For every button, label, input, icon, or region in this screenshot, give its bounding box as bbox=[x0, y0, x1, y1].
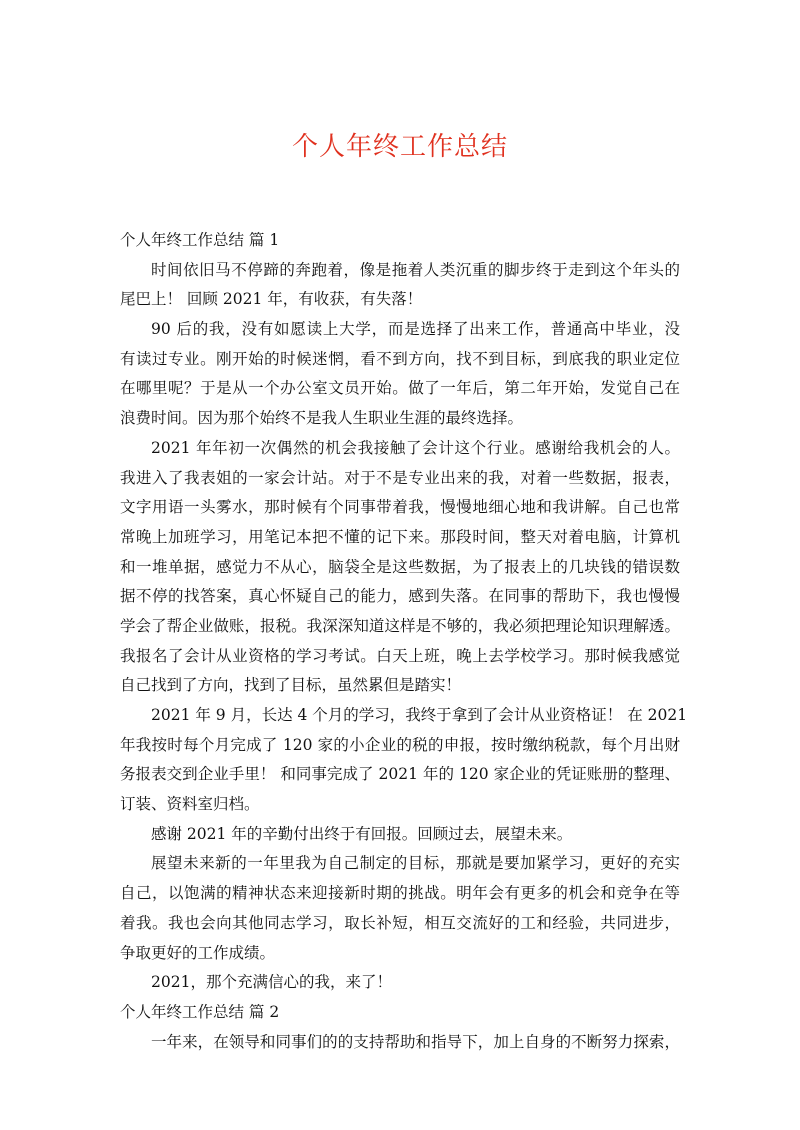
paragraph-line: 务报表交到企业手里！ 和同事完成了 2021 年的 120 家企业的凭证账册的整理、 bbox=[120, 765, 680, 784]
paragraph-line: 浪费时间。因为那个始终不是我人生职业生涯的最终选择。 bbox=[120, 409, 524, 428]
paragraph-line: 2021 年 9 月，长达 4 个月的学习，我终于拿到了会计从业资格证！ 在 2021 bbox=[151, 706, 688, 724]
paragraph-line: 我进入了我表姐的一家会计站。对于不是专业出来的我，对着一些数据，报表， bbox=[120, 468, 680, 487]
paragraph-line: 展望未来新的一年里我为自己制定的目标，那就是要加紧学习，更好的充实 bbox=[151, 854, 680, 873]
paragraph-line: 文字用语一头雾水，那时候有个同事带着我，慢慢地细心地和我讲解。自己也常 bbox=[120, 498, 680, 517]
paragraph-line: 90 后的我，没有如愿读上大学，而是选择了出来工作，普通高中毕业，没 bbox=[151, 320, 680, 339]
paragraph-line: 常晚上加班学习，用笔记本把不懂的记下来。那段时间，整天对着电脑，计算机 bbox=[120, 527, 680, 546]
paragraph-line: 自己，以饱满的精神状态来迎接新时期的挑战。明年会有更多的机会和竞争在等 bbox=[120, 884, 680, 903]
paragraph-line: 有读过专业。刚开始的时候迷惘，看不到方向，找不到目标，到底我的职业定位 bbox=[120, 349, 680, 368]
paragraph-line: 一年来，在领导和同事们的的支持帮助和指导下，加上自身的不断努力探索， bbox=[151, 1032, 680, 1051]
paragraph-line: 学会了帮企业做账，报税。我深深知道这样是不够的，我必须把理论知识理解透。 bbox=[120, 616, 680, 635]
paragraph-line: 时间依旧马不停蹄的奔跑着，像是拖着人类沉重的脚步终于走到这个年头的 bbox=[151, 260, 680, 279]
paragraph-line: 年我按时每个月完成了 120 家的小企业的税的申报，按时缴纳税款，每个月出财 bbox=[120, 735, 680, 754]
paragraph-line: 和一堆单据，感觉力不从心，脑袋全是这些数据，为了报表上的几块钱的错误数 bbox=[120, 557, 680, 576]
section-2-heading: 个人年终工作总结 篇 2 bbox=[120, 1002, 280, 1021]
paragraph-line: 尾巴上！ 回顾 2021 年，有收获，有失落！ bbox=[120, 290, 423, 309]
section-1-heading: 个人年终工作总结 篇 1 bbox=[120, 231, 280, 249]
paragraph-line: 感谢 2021 年的辛勤付出终于有回报。回顾过去，展望未来。 bbox=[151, 824, 573, 843]
document-body bbox=[120, 226, 688, 1057]
paragraph-line: 自己找到了方向，找到了目标，虽然累但是踏实！ bbox=[120, 676, 462, 695]
paragraph-line: 订装、资料室归档。 bbox=[120, 795, 260, 814]
paragraph-line: 着我。我也会向其他同志学习，取长补短，相互交流好的工和经验，共同进步， bbox=[120, 913, 680, 932]
paragraph-line: 2021，那个充满信心的我，来了！ bbox=[151, 973, 392, 992]
paragraph-line: 2021 年年初一次偶然的机会我接触了会计这个行业。感谢给我机会的人。 bbox=[151, 438, 680, 457]
document-title: 个人年终工作总结 bbox=[291, 132, 508, 162]
paragraph-line: 我报名了会计从业资格的学习考试。白天上班，晚上去学校学习。那时候我感觉 bbox=[120, 646, 680, 665]
paragraph-line: 争取更好的工作成绩。 bbox=[120, 943, 276, 962]
paragraph-line: 在哪里呢？于是从一个办公室文员开始。做了一年后，第二年开始，发觉自己在 bbox=[120, 379, 680, 398]
paragraph-line: 据不停的找答案，真心怀疑自己的能力，感到失落。在同事的帮助下，我也慢慢 bbox=[120, 587, 680, 606]
